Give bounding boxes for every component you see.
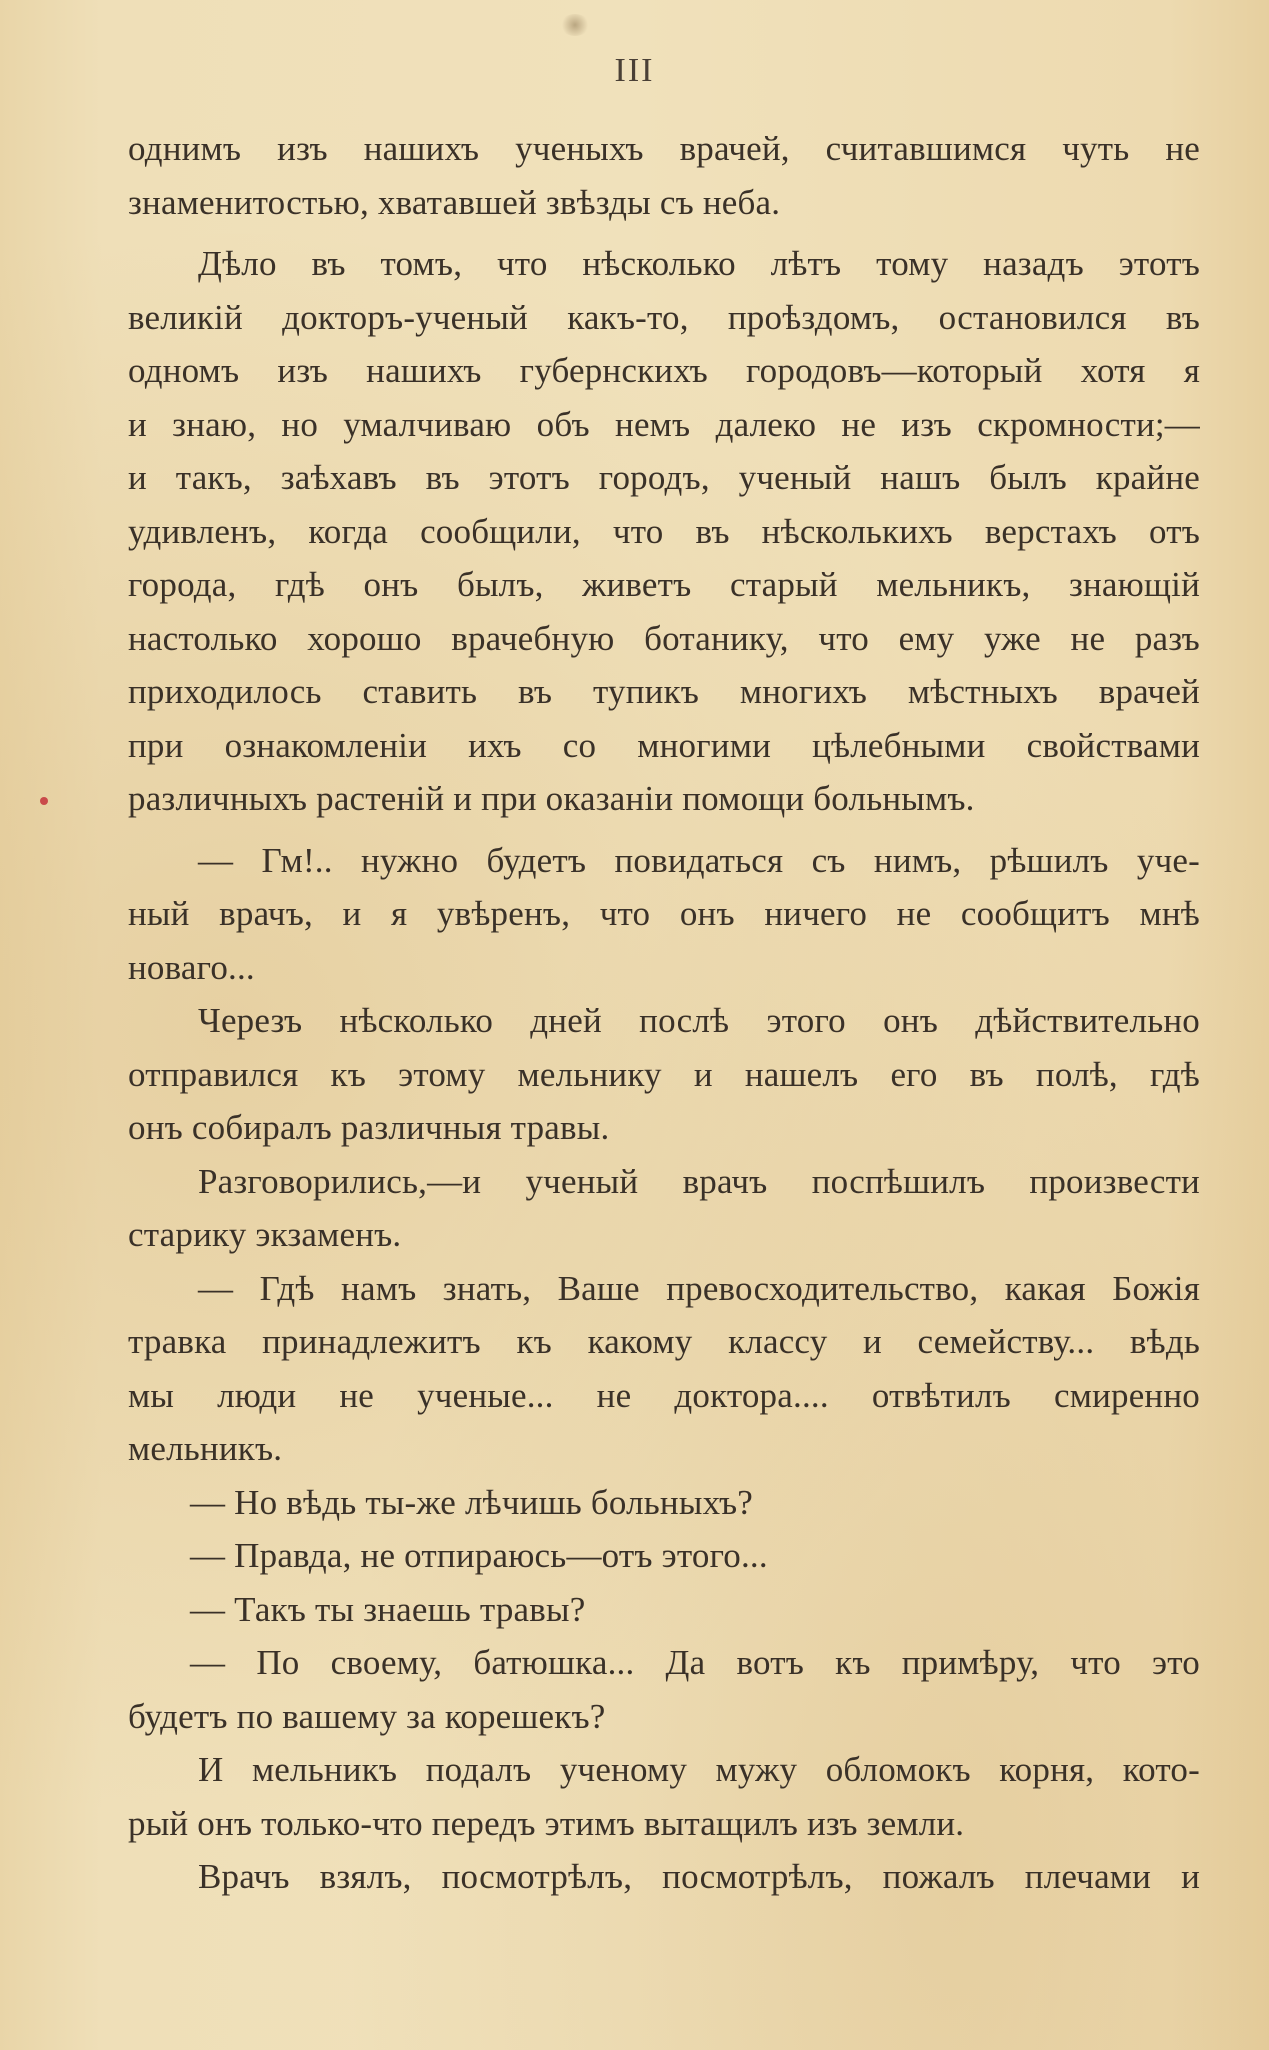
text-line: онъ собиралъ различныя травы. [128, 1108, 610, 1147]
text-line: — Но вѣдь ты-же лѣчишь больныхъ? [190, 1482, 753, 1522]
text-line: — Такъ ты знаешь травы? [190, 1589, 586, 1629]
text-line: И мельникъ подалъ ученому мужу обломокъ корня, кото- [198, 1750, 1200, 1789]
text-line: и знаю, но умалчиваю объ немъ далеко не изъ скромности;— [128, 404, 1200, 444]
text-line: — Гдѣ намъ знать, Ваше превосходительство, какая Божія [198, 1268, 1200, 1308]
red-ink-blot [40, 797, 48, 805]
text-line: различныхъ растеній и при оказаніи помощи больнымъ. [128, 779, 975, 818]
paragraph-gap [128, 826, 1200, 834]
text-line: однимъ изъ нашихъ ученыхъ врачей, считавшимся чуть не [128, 129, 1200, 168]
text-line: удивленъ, когда сообщили, что въ нѣсколькихъ верстахъ отъ [128, 511, 1200, 551]
text-line: мельникъ. [128, 1429, 283, 1468]
text-line: травка принадлежитъ къ какому классу и семейству... вѣдь [128, 1322, 1200, 1361]
text-line: — По своему, батюшка... Да вотъ къ примѣру, что это [190, 1643, 1200, 1682]
ink-smudge [560, 14, 590, 36]
text-line: старику экзаменъ. [128, 1215, 402, 1254]
text-line: — Гм!.. нужно будетъ повидаться съ нимъ, рѣшилъ уче- [198, 840, 1200, 880]
text-line: при ознакомленіи ихъ со многими цѣлебными свойствами [128, 725, 1200, 765]
page-number: III [614, 52, 655, 89]
text-line: — Правда, не отпираюсь—отъ этого... [190, 1536, 768, 1575]
text-line: мы люди не ученые... не доктора.... отвѣтилъ смиренно [128, 1375, 1200, 1415]
text-line: приходилось ставить въ тупикъ многихъ мѣстныхъ врачей [128, 672, 1200, 711]
paragraph-gap [128, 229, 1200, 237]
text-line: Дѣло въ томъ, что нѣсколько лѣтъ тому назадъ этотъ [198, 244, 1200, 283]
text-line: одномъ изъ нашихъ губернскихъ городовъ—который хотя я [128, 351, 1200, 390]
text-line: будетъ по вашему за корешекъ? [128, 1696, 606, 1736]
text-line: рый онъ только-что передъ этимъ вытащилъ изъ земли. [128, 1803, 965, 1843]
text-line: Черезъ нѣсколько дней послѣ этого онъ дѣйствительно [198, 1001, 1200, 1040]
text-line: ный врачъ, и я увѣренъ, что онъ ничего не сообщитъ мнѣ [128, 894, 1200, 933]
text-line: новаго... [128, 947, 255, 987]
page-text [128, 122, 1200, 1904]
text-line: города, гдѣ онъ былъ, живетъ старый мельникъ, знающій [128, 565, 1200, 604]
text-line: и такъ, заѣхавъ въ этотъ городъ, ученый нашъ былъ крайне [128, 458, 1200, 497]
text-line: Врачъ взялъ, посмотрѣлъ, посмотрѣлъ, пожалъ плечами и [198, 1857, 1200, 1896]
text-line: настолько хорошо врачебную ботанику, что ему уже не разъ [128, 618, 1200, 658]
text-line: великій докторъ-ученый какъ-то, проѣздомъ, остановился въ [128, 297, 1200, 337]
text-line: отправился къ этому мельнику и нашелъ его въ полѣ, гдѣ [128, 1054, 1200, 1094]
text-line: Разговорились,—и ученый врачъ поспѣшилъ произвести [198, 1161, 1200, 1201]
text-line: знаменитостью, хватавшей звѣзды съ неба. [128, 182, 781, 222]
